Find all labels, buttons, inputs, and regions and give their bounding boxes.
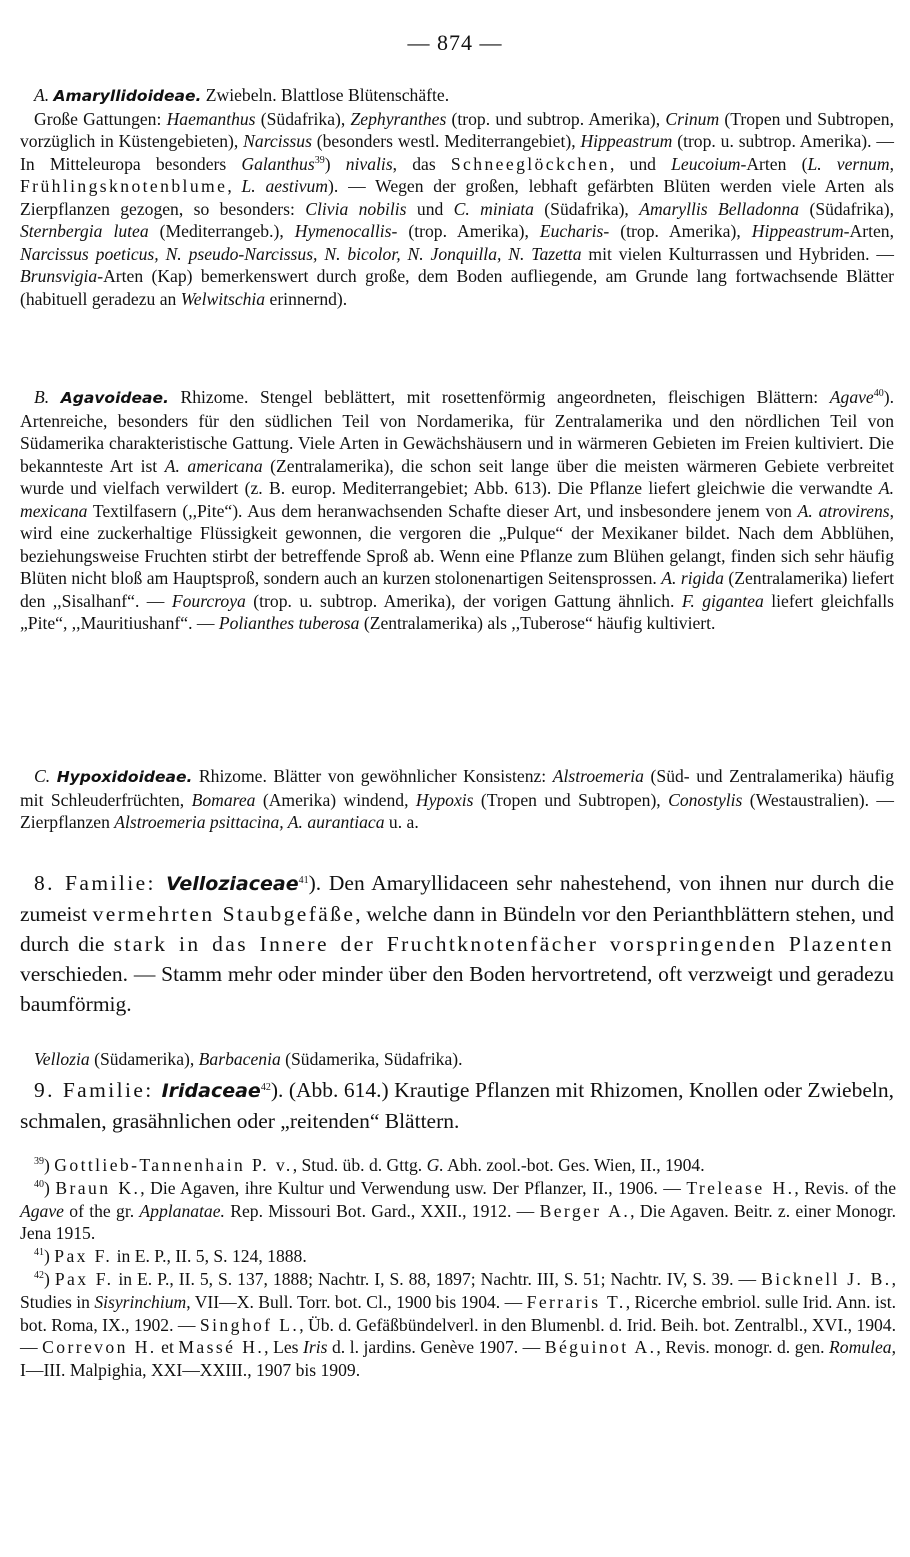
text: -Arten, [843, 221, 894, 241]
family-iridaceae [20, 1075, 894, 1136]
section-amaryllidoideae [20, 84, 894, 310]
taxon: nivalis [345, 153, 393, 174]
text: ) [44, 1177, 56, 1198]
text: (Südamerika), [89, 1049, 199, 1069]
subfamily-name: Agavoideae. [60, 389, 169, 407]
family-velloziaceae [20, 868, 894, 1019]
taxon: Narcissus poeticus, N. pseudo-Narcissus, N. bicolor, N. Jonquilla, N. Tazetta [20, 243, 582, 264]
taxon: Bomarea [191, 789, 256, 810]
subfamily-letter: B. [34, 387, 61, 407]
author: Correvon H. [42, 1337, 157, 1358]
taxon: Polianthes tuberosa [218, 613, 360, 633]
text: (Zentralamerika) liefert den ,,Sisalhanf“. — [20, 568, 894, 611]
text: , wird eine zuckerhaltige Flüssigkeit gewonnen, die vergoren die „Pulque“ der Mexikaner bildet. Nach dem Abblühen, beziehungsweise Fruchten stirbt der betreffende Sproß ab. Wenn eine Pflanze zum Blühen gelangt, finden sich sehr häufig Blüten nicht bloß am Hauptsproß, sondern auch an kurzen stolonenartigen Seitensprossen. [20, 500, 894, 588]
taxon: L. vernum [807, 153, 890, 174]
text: Textilfasern (,,Pite“). Aus dem heranwachsenden Schafte dieser Art, und insbesondere jenem von [87, 500, 798, 521]
text: (Amerika) windend, [255, 789, 416, 810]
family-label: 9. Familie: [34, 1078, 162, 1102]
subfamily-name: Amaryllidoideae. [53, 87, 202, 105]
subfamily-name: Hypoxidoideae. [56, 768, 193, 786]
text: liefert gleichfalls „Pite“, ,,Mauritiushanf“. — [20, 590, 894, 633]
footnote-number: 42 [34, 1269, 44, 1281]
taxon: Alstroemeria [552, 766, 644, 786]
text: (Südafrika), [533, 198, 640, 219]
footnote-ref: 39 [314, 154, 325, 166]
text: , [227, 176, 242, 196]
text: und [406, 198, 454, 219]
text: -Arten (Kap) bemerkenswert durch große, dem Boden aufliegende, am Grunde lang fortwachsende Blätter (habituell geradezu an [20, 266, 894, 309]
taxon: Agave [829, 387, 874, 407]
text: Abh. zool.-bot. Ges. Wien, II., 1904. [443, 1155, 705, 1175]
footnote-ref: 42 [260, 1082, 271, 1093]
author: Berger A. [539, 1200, 631, 1221]
text: , I—III. Malpighia, XXI—XXIII., 1907 bis 1909. [20, 1337, 896, 1381]
text: , das [392, 153, 451, 174]
text: , Die Agaven, ihre Kultur und Verwendung usw. Der Pflanzer, II., 1906. — [140, 1177, 687, 1198]
text: ). Artenreiche, besonders für den südlichen Teil von Nordamerika, für Zentralamerika und den nördlichen Teil von Südamerika charakteristische Gattung. Viele Arten in Gewächshäusern und in wärmeren Gebieten im Freien kultiviert. Die bekannteste Art ist [20, 387, 895, 476]
text: (trop. u. subtrop. Amerika), der vorigen Gattung ähnlich. [245, 590, 682, 611]
taxon: Sternbergia lutea [20, 221, 149, 241]
taxon: Applanatae. [139, 1200, 225, 1221]
footnote-ref: 40 [873, 388, 884, 399]
text: (Tropen und Subtropen), [473, 789, 669, 810]
footnote-number: 41 [34, 1247, 44, 1259]
paragraph [20, 1075, 894, 1136]
text: ) [324, 153, 346, 174]
text: (Zentralamerika) als ,,Tuberose“ häufig kultiviert. [359, 613, 716, 633]
paragraph [20, 1048, 894, 1071]
taxon: Sisyrinchium [94, 1291, 187, 1312]
text: , [889, 153, 894, 174]
text: , und [609, 153, 672, 174]
taxon: Hymenocallis- [294, 221, 398, 241]
taxon: Brunsvigia [20, 266, 98, 286]
author: Bicknell J. B. [761, 1268, 892, 1289]
text: (Südafrika), [799, 198, 894, 219]
emphasis: vermehrten Staubgefäße [92, 902, 356, 926]
taxon: A. americana [164, 455, 263, 476]
text: in E. P., II. 5, S. 137, 1888; Nachtr. I, S. 88, 1897; Nachtr. III, S. 51; Nachtr. IV, S. 39. — [113, 1268, 762, 1289]
text: -Arten ( [740, 153, 808, 174]
vernacular: Frühlingsknotenblume [20, 176, 228, 196]
velloziaceae-genera [20, 1048, 894, 1071]
text: (Süd- und Zentralamerika) häufig mit Schleuderfrüchten, [20, 766, 894, 810]
text: , Ricerche embriol. sulle Irid. Ann. ist. bot. Roma, IX., 1902. — [20, 1291, 897, 1335]
text: Rhizome. Blätter von gewöhnlicher Konsistenz: [192, 766, 553, 786]
text: (Mediterrangeb.), [148, 221, 295, 241]
section-hypoxidoideae [20, 765, 894, 834]
text: , Üb. d. Gefäßbündelverl. in den Blumenbl. d. Irid. Beih. bot. Zentralbl., XVI., 1904. — [20, 1314, 897, 1358]
taxon: A. mexicana [20, 478, 894, 521]
taxon: Alstroemeria psittacina, A. aurantiaca [114, 812, 385, 832]
text: (trop. Amerika), [609, 221, 752, 241]
text: , Revis. of the [794, 1177, 897, 1198]
paragraph [20, 108, 894, 311]
page-number: — 874 — [407, 30, 503, 55]
author: Trelease H. [686, 1177, 795, 1198]
text: (Tropen und Subtropen, vorzüglich in Küstengebieten), [20, 108, 895, 151]
subfamily-letter: A. [34, 85, 54, 105]
footnote-ref: 41 [298, 875, 309, 886]
family-label: 8. Familie: [34, 871, 167, 895]
footnote-40 [20, 1177, 896, 1245]
taxon: Leucoium [671, 153, 741, 174]
text: Zwiebeln. Blattlose Blütenschäfte. [201, 85, 450, 105]
text: (trop. und subtrop. Amerika), [446, 108, 666, 129]
text: , Studies in [20, 1268, 897, 1312]
author: Braun K. [55, 1177, 141, 1198]
text: (trop. u. subtrop. Amerika). — In Mitteleuropa besonders [20, 131, 894, 174]
taxon: Welwitschia [180, 288, 266, 309]
text: in E. P., II. 5, S. 124, 1888. [112, 1246, 307, 1267]
taxon: Conostylis [668, 789, 743, 810]
text: ) [44, 1246, 55, 1267]
taxon: Crinum [665, 108, 720, 129]
taxon: A. rigida [661, 568, 724, 588]
taxon: F. gigantea [681, 590, 764, 611]
text: erinnernd). [265, 288, 348, 309]
taxon: Fourcroya [171, 590, 246, 611]
taxon: Hypoxis [415, 789, 474, 810]
text: Große Gattungen: [34, 108, 167, 129]
taxon: Agave [20, 1200, 64, 1221]
text: d. l. jardins. Genève 1907. — [327, 1337, 545, 1358]
taxon: Eucharis- [539, 221, 610, 241]
text: (Südafrika), [255, 108, 351, 129]
subfamily-letter: C. [34, 766, 57, 786]
footnote-41 [20, 1245, 896, 1268]
taxon: C. miniata [453, 198, 534, 219]
text: ). Den Amaryllidaceen sehr nahestehend, von ihnen nur durch die zumeist [20, 871, 895, 926]
taxon: A. atrovirens [797, 500, 890, 521]
taxon: Barbacenia [198, 1049, 281, 1069]
author: Gottlieb-Tannenhain P. v. [54, 1155, 293, 1175]
text: ) [44, 1268, 55, 1289]
text: ) [44, 1155, 55, 1175]
paragraph [20, 765, 894, 834]
text: , VII—X. Bull. Torr. bot. Cl., 1900 bis 1904. — [186, 1291, 527, 1312]
author: Pax F. [54, 1268, 114, 1289]
paragraph [20, 84, 894, 108]
taxon: Galanthus [241, 153, 315, 174]
taxon: Iris [303, 1337, 328, 1358]
taxon: Romulea [829, 1337, 892, 1358]
author: Singhof L. [199, 1314, 300, 1335]
text: , Revis. monogr. d. gen. [656, 1337, 830, 1358]
taxon: Amaryllis Belladonna [639, 198, 800, 219]
taxon: L. aestivum [241, 176, 329, 196]
text: (Südamerika, Südafrika). [280, 1049, 463, 1069]
taxon: Vellozia [34, 1049, 90, 1069]
text: , welche dann in Bündeln vor den Perianthblättern stehen, und durch die [20, 902, 894, 956]
text: Rep. Missouri Bot. Gard., XXII., 1912. — [224, 1200, 540, 1221]
text: , Les [264, 1337, 304, 1358]
family-name: Iridaceae [161, 1080, 261, 1102]
vernacular: Schneeglöckchen [450, 153, 610, 174]
text: of the gr. [63, 1200, 140, 1221]
paragraph [20, 868, 894, 1019]
text: u. a. [384, 812, 419, 832]
author: Béguinot A. [544, 1337, 657, 1358]
text: , Die Agaven. Beitr. z. einer Monogr. Jena 1915. [20, 1200, 897, 1244]
footnote-number: 39 [34, 1156, 44, 1167]
taxon: Haemanthus [166, 108, 256, 129]
text: et [156, 1337, 179, 1358]
taxon: Hippeastrum [580, 131, 673, 151]
section-agavoideae [20, 386, 894, 635]
text: (trop. Amerika), [397, 221, 540, 241]
text: (besonders westl. Mediterrangebiet), [311, 131, 581, 151]
text: verschieden. — Stamm mehr oder minder über den Boden hervortretend, oft verzweigt und geradezu baumförmig. [20, 962, 894, 1016]
author: Pax F. [54, 1246, 113, 1267]
text: , Stud. üb. d. Gttg. [292, 1155, 427, 1175]
text: ). — Wegen der großen, lebhaft gefärbten Blüten werden viele Arten als Zierpflanzen gezogen, so besonders: [20, 176, 895, 219]
text: mit vielen Kulturrassen und Hybriden. — [581, 243, 895, 264]
taxon: Narcissus [243, 131, 312, 151]
text: Rhizome. Stengel beblättert, mit rosettenförmig angeordneten, fleischigen Blättern: [168, 387, 830, 407]
text: (Zentralamerika), die schon seit lange über die meisten wärmeren Gebiete verbreitet wurde und vielfach verwildert (z. B. europ. Mediterrangebiet; Abb. 613). Die Pflanze liefert gleichwie die verwandte [20, 455, 894, 498]
text: (Westaustralien). — Zierpflanzen [20, 789, 894, 832]
paragraph [20, 386, 894, 635]
author: Massé H. [178, 1337, 265, 1358]
taxon: Hippeastrum [751, 221, 844, 241]
footnote-39 [20, 1154, 896, 1177]
text: ). (Abb. 614.) Krautige Pflanzen mit Rhizomen, Knollen oder Zwiebeln, schmalen, grasähnlichen oder „reitenden“ Blättern. [20, 1078, 894, 1133]
footnotes [20, 1154, 896, 1382]
footnote-number: 40 [34, 1178, 44, 1190]
emphasis: stark in das Innere der Fruchtknotenfächer vorspringenden Plazenten [113, 932, 895, 956]
footnote-42 [20, 1268, 896, 1382]
taxon: G. [426, 1155, 444, 1175]
family-name: Velloziaceae [166, 873, 299, 895]
taxon: Clivia nobilis [305, 198, 407, 219]
author: Ferraris T. [526, 1291, 626, 1312]
taxon: Zephyranthes [350, 108, 447, 129]
